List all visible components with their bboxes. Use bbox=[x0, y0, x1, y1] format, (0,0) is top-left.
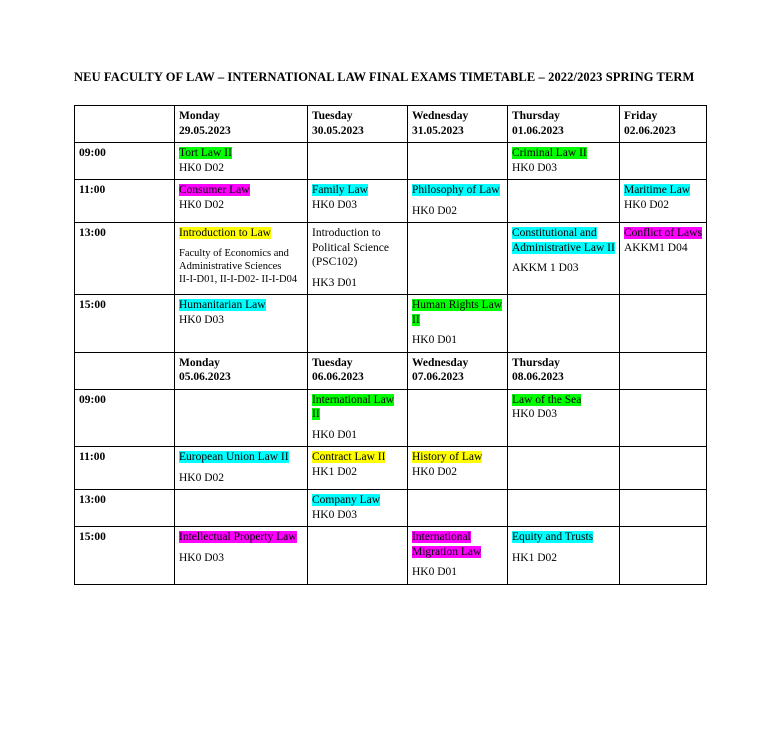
header-day-name: Monday bbox=[179, 110, 220, 122]
header-day-name: Tuesday bbox=[312, 110, 353, 122]
course-name: Family Law bbox=[312, 184, 368, 196]
course-name: Equity and Trusts bbox=[512, 531, 594, 543]
empty-cell bbox=[620, 143, 707, 180]
course-name: Introduction to Law bbox=[179, 227, 271, 239]
exam-room: HK0 D02 bbox=[624, 198, 670, 211]
exam-cell bbox=[408, 180, 508, 223]
exam-cell bbox=[508, 389, 620, 447]
empty-cell bbox=[408, 143, 508, 180]
course-name: Humanitarian Law bbox=[179, 299, 266, 311]
empty-cell bbox=[620, 527, 707, 585]
header-day-name: Wednesday bbox=[412, 356, 469, 369]
exam-room: HK1 D02 bbox=[512, 551, 558, 564]
header-day-name: Tuesday bbox=[312, 356, 353, 369]
header-day-date: 02.06.2023 bbox=[624, 124, 676, 137]
empty-cell bbox=[620, 389, 707, 447]
exam-room: HK0 D03 bbox=[512, 408, 558, 420]
header-day-name: Thursday bbox=[512, 356, 560, 369]
empty-cell bbox=[308, 527, 408, 585]
course-name: Conflict of Laws bbox=[624, 227, 702, 239]
exam-cell bbox=[308, 490, 408, 527]
exam-cell bbox=[508, 223, 620, 295]
course-name: Company Law bbox=[312, 494, 381, 506]
header-day-cell bbox=[175, 106, 308, 143]
header-corner-cell bbox=[75, 352, 175, 389]
empty-cell bbox=[508, 295, 620, 353]
empty-cell bbox=[620, 295, 707, 353]
course-name: International Migration Law bbox=[412, 531, 482, 558]
header-day-name: Friday bbox=[624, 110, 658, 122]
empty-cell bbox=[408, 389, 508, 447]
exam-cell bbox=[175, 295, 308, 353]
exam-cell bbox=[408, 295, 508, 353]
exam-cell bbox=[308, 223, 408, 295]
course-name: International Law II bbox=[312, 393, 395, 420]
exam-cell bbox=[508, 527, 620, 585]
table-row bbox=[75, 490, 707, 527]
header-day-date: 07.06.2023 bbox=[412, 371, 464, 383]
empty-cell bbox=[175, 389, 308, 447]
time-slot-cell: 11:00 bbox=[75, 180, 175, 223]
header-day-name: Monday bbox=[179, 356, 220, 369]
course-name: Philosophy of Law bbox=[412, 184, 500, 196]
course-name: Criminal Law II bbox=[512, 147, 587, 159]
header-day-cell bbox=[508, 352, 620, 389]
header-day-cell bbox=[620, 352, 707, 389]
exam-room: HK0 D03 bbox=[312, 508, 358, 521]
empty-cell bbox=[408, 490, 508, 527]
exam-cell bbox=[408, 527, 508, 585]
exam-cell bbox=[620, 180, 707, 223]
header-day-cell bbox=[508, 106, 620, 143]
header-day-date: 06.06.2023 bbox=[312, 371, 364, 383]
course-name: Intellectual Property Law bbox=[179, 531, 297, 543]
time-slot-cell: 11:00 bbox=[75, 447, 175, 490]
header-day-name: Thursday bbox=[512, 110, 560, 122]
header-corner-cell bbox=[75, 106, 175, 143]
time-slot-cell: 09:00 bbox=[75, 143, 175, 180]
empty-cell bbox=[308, 143, 408, 180]
empty-cell bbox=[620, 490, 707, 527]
header-day-date: 30.05.2023 bbox=[312, 124, 364, 137]
table-header-row bbox=[75, 106, 707, 143]
exam-room: HK0 D01 bbox=[412, 566, 458, 578]
header-day-date: 29.05.2023 bbox=[179, 124, 231, 137]
exam-room: HK0 D01 bbox=[412, 334, 458, 346]
header-day-date: 08.06.2023 bbox=[512, 371, 564, 383]
exam-cell bbox=[308, 180, 408, 223]
header-day-cell bbox=[408, 106, 508, 143]
exam-room: HK0 D03 bbox=[179, 551, 225, 564]
page-title: NEU FACULTY OF LAW – INTERNATIONAL LAW FINAL EXAMS TIMETABLE – 2022/2023 SPRING TERM bbox=[74, 70, 695, 84]
table-row bbox=[75, 180, 707, 223]
empty-cell bbox=[620, 447, 707, 490]
exam-room: HK0 D03 bbox=[312, 198, 358, 211]
empty-cell bbox=[175, 490, 308, 527]
course-name: Human Rights Law II bbox=[412, 299, 503, 326]
exam-cell bbox=[308, 447, 408, 490]
header-day-date: 05.06.2023 bbox=[179, 371, 231, 383]
course-name: Constitutional and Administrative Law II bbox=[512, 227, 615, 254]
exam-room: HK0 D03 bbox=[179, 313, 225, 326]
course-name: History of Law bbox=[412, 451, 483, 463]
table-row bbox=[75, 143, 707, 180]
table-row bbox=[75, 295, 707, 353]
exam-room: HK0 D02 bbox=[179, 471, 225, 484]
table-header-row bbox=[75, 352, 707, 389]
header-day-cell bbox=[620, 106, 707, 143]
course-name: European Union Law II bbox=[179, 451, 289, 463]
table-row bbox=[75, 223, 707, 295]
course-name: Tort Law II bbox=[179, 147, 232, 159]
header-day-date: 31.05.2023 bbox=[412, 124, 464, 137]
empty-cell bbox=[508, 490, 620, 527]
course-name: Law of the Sea bbox=[512, 393, 582, 406]
time-slot-cell: 15:00 bbox=[75, 295, 175, 353]
table-row bbox=[75, 527, 707, 585]
exam-cell bbox=[175, 143, 308, 180]
exam-room: AKKM1 D04 bbox=[624, 241, 688, 254]
header-day-cell bbox=[175, 352, 308, 389]
exam-cell bbox=[408, 447, 508, 490]
course-name: Maritime Law bbox=[624, 184, 691, 196]
exam-room: HK0 D01 bbox=[312, 428, 358, 441]
exam-cell bbox=[175, 180, 308, 223]
exam-room: HK0 D03 bbox=[512, 161, 558, 174]
exam-room: HK1 D02 bbox=[312, 465, 358, 478]
time-slot-cell: 13:00 bbox=[75, 223, 175, 295]
exam-room: HK0 D02 bbox=[179, 161, 225, 174]
header-day-cell bbox=[308, 352, 408, 389]
course-name: Introduction to Political Science (PSC102) bbox=[312, 227, 389, 268]
exam-room: AKKM 1 D03 bbox=[512, 262, 579, 274]
exam-cell bbox=[620, 223, 707, 295]
time-slot-cell: 09:00 bbox=[75, 389, 175, 447]
empty-cell bbox=[508, 447, 620, 490]
exam-room: HK3 D01 bbox=[312, 276, 358, 289]
header-day-cell bbox=[408, 352, 508, 389]
course-name: Consumer Law bbox=[179, 184, 250, 196]
time-slot-cell: 13:00 bbox=[75, 490, 175, 527]
exam-cell bbox=[175, 447, 308, 490]
time-slot-cell: 15:00 bbox=[75, 527, 175, 585]
exam-room: HK0 D02 bbox=[412, 465, 458, 478]
header-day-name: Wednesday bbox=[412, 110, 469, 122]
table-row bbox=[75, 389, 707, 447]
header-day-cell bbox=[308, 106, 408, 143]
exam-timetable bbox=[74, 105, 707, 585]
empty-cell bbox=[408, 223, 508, 295]
empty-cell bbox=[508, 180, 620, 223]
exam-room: HK0 D02 bbox=[412, 204, 458, 217]
exam-room: HK0 D02 bbox=[179, 198, 225, 211]
exam-cell bbox=[175, 527, 308, 585]
header-day-date: 01.06.2023 bbox=[512, 124, 564, 137]
course-name: Contract Law II bbox=[312, 451, 386, 463]
exam-cell bbox=[308, 389, 408, 447]
exam-cell bbox=[175, 223, 308, 295]
exam-venue-note: Faculty of Economics and Administrative Sciences II-I-D01, II-I-D02- II-I-D04 bbox=[179, 247, 298, 285]
exam-cell bbox=[508, 143, 620, 180]
table-row bbox=[75, 447, 707, 490]
empty-cell bbox=[308, 295, 408, 353]
